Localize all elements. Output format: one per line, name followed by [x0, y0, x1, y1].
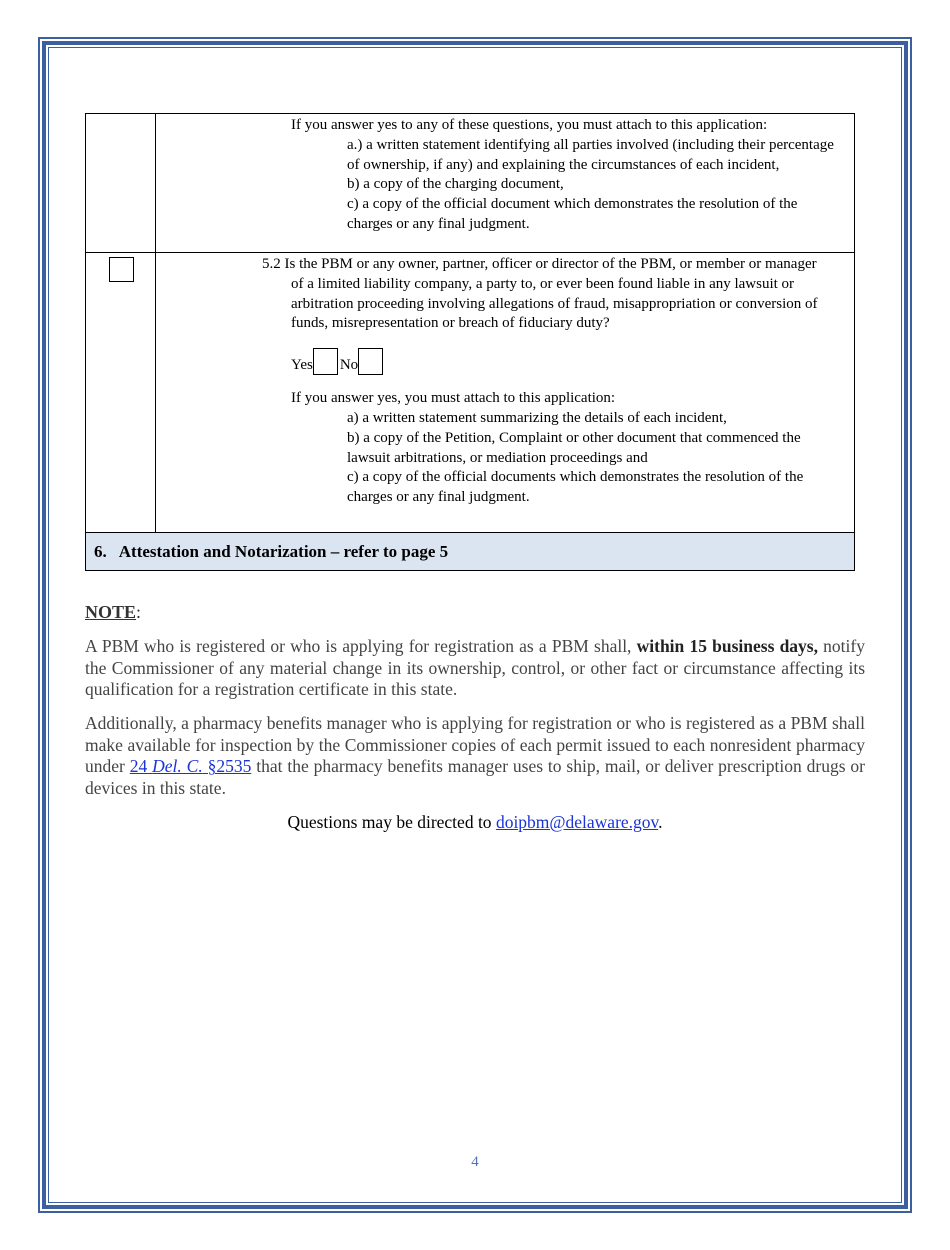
note-label: NOTE — [85, 602, 137, 622]
statute-link[interactable] — [130, 756, 252, 776]
attachment-item-a: a) a written statement summarizing the details of each incident, — [347, 409, 727, 426]
no-checkbox[interactable] — [358, 348, 383, 375]
contact-period: . — [658, 812, 663, 832]
note-heading — [85, 602, 141, 623]
attachment-item-c: c) a copy of the official document which demonstrates the resolution of the — [347, 196, 798, 213]
question-5-2-line-4: funds, misrepresentation or breach of fiduciary duty? — [291, 315, 610, 332]
note-paragraph-2 — [85, 713, 865, 800]
question-text: Is the PBM or any owner, partner, officer or director of the PBM, or member or manager — [284, 256, 817, 272]
attachment-item-c: c) a copy of the official documents which demonstrates the resolution of the — [347, 469, 804, 486]
contact-line — [0, 812, 950, 833]
question-5-2-line-3: arbitration proceeding involving allegations of fraud, misappropriation or conversion of — [291, 295, 818, 312]
statute-title-number: 24 — [129, 756, 153, 777]
page-number: 4 — [471, 1154, 479, 1170]
attachment-intro: If you answer yes to any of these questions, you must attach to this application: — [291, 117, 768, 133]
attachment-item-b: b) a copy of the Petition, Complaint or other document that commenced the — [347, 429, 801, 446]
note-text: that the pharmacy benefits manager uses to ship, mail, or deliver prescription drugs or devices in this state. — [85, 756, 865, 799]
attachment-item-b: b) a copy of the charging document, — [347, 176, 564, 193]
note-text: notify the Commissioner of any material change in its ownership, control, or other fact or circumstance affecting its qualification for a registration certificate in this state. — [85, 636, 865, 700]
attachment-item-a: a.) a written statement identifying all parties involved (including their percentage — [347, 136, 834, 153]
yes-label: Yes — [291, 357, 313, 374]
yes-checkbox[interactable] — [313, 348, 338, 375]
note-colon: : — [136, 602, 142, 622]
table-row — [86, 253, 854, 533]
note-paragraph-1 — [85, 636, 865, 701]
question-5-2-line-1 — [156, 255, 842, 275]
section-6-header — [86, 533, 854, 570]
attachment-intro: If you answer yes, you must attach to this application: — [291, 390, 616, 407]
question-5-2-checkbox[interactable] — [109, 257, 134, 282]
attachment-item-b-cont: lawsuit arbitrations, or mediation proceedings and — [347, 449, 648, 466]
note-text: A PBM who is registered or who is applying for registration as a PBM shall, — [85, 636, 637, 656]
attachment-item-a-cont: of ownership, if any) and explaining the circumstances of each incident, — [347, 156, 780, 173]
attachment-item-c-cont: charges or any final judgment. — [347, 489, 530, 506]
note-text: Additionally, a pharmacy benefits manager who is applying for registration or who is registered as a PBM shall make available for inspection by the Commissioner copies of each permit issued to each nonresident pharmacy under — [85, 713, 865, 777]
contact-text: Questions may be directed to — [287, 812, 496, 832]
statute-code: Del. C. — [152, 756, 203, 777]
statute-section: §2535 — [202, 756, 252, 777]
questionnaire-table — [85, 113, 855, 571]
note-emphasis: within 15 business days, — [636, 636, 818, 656]
email-link[interactable]: doipbm@delaware.gov — [495, 812, 659, 832]
section-number: 6. — [94, 541, 107, 561]
attachment-item-c-cont: charges or any final judgment. — [347, 215, 530, 232]
spacer — [156, 375, 842, 389]
section-title: Attestation and Notarization – refer to page 5 — [118, 541, 449, 561]
answer-instructions-cell — [156, 114, 854, 252]
table-row — [86, 114, 854, 253]
question-5-2-cell — [156, 253, 854, 532]
yes-no-group — [156, 345, 842, 375]
checkbox-cell — [86, 114, 156, 252]
no-label: No — [339, 357, 359, 374]
checkbox-cell — [86, 253, 156, 532]
question-5-2-line-2: of a limited liability company, a party to, or ever been found liable in any lawsuit or — [291, 275, 795, 292]
question-number: 5.2 — [262, 256, 281, 272]
